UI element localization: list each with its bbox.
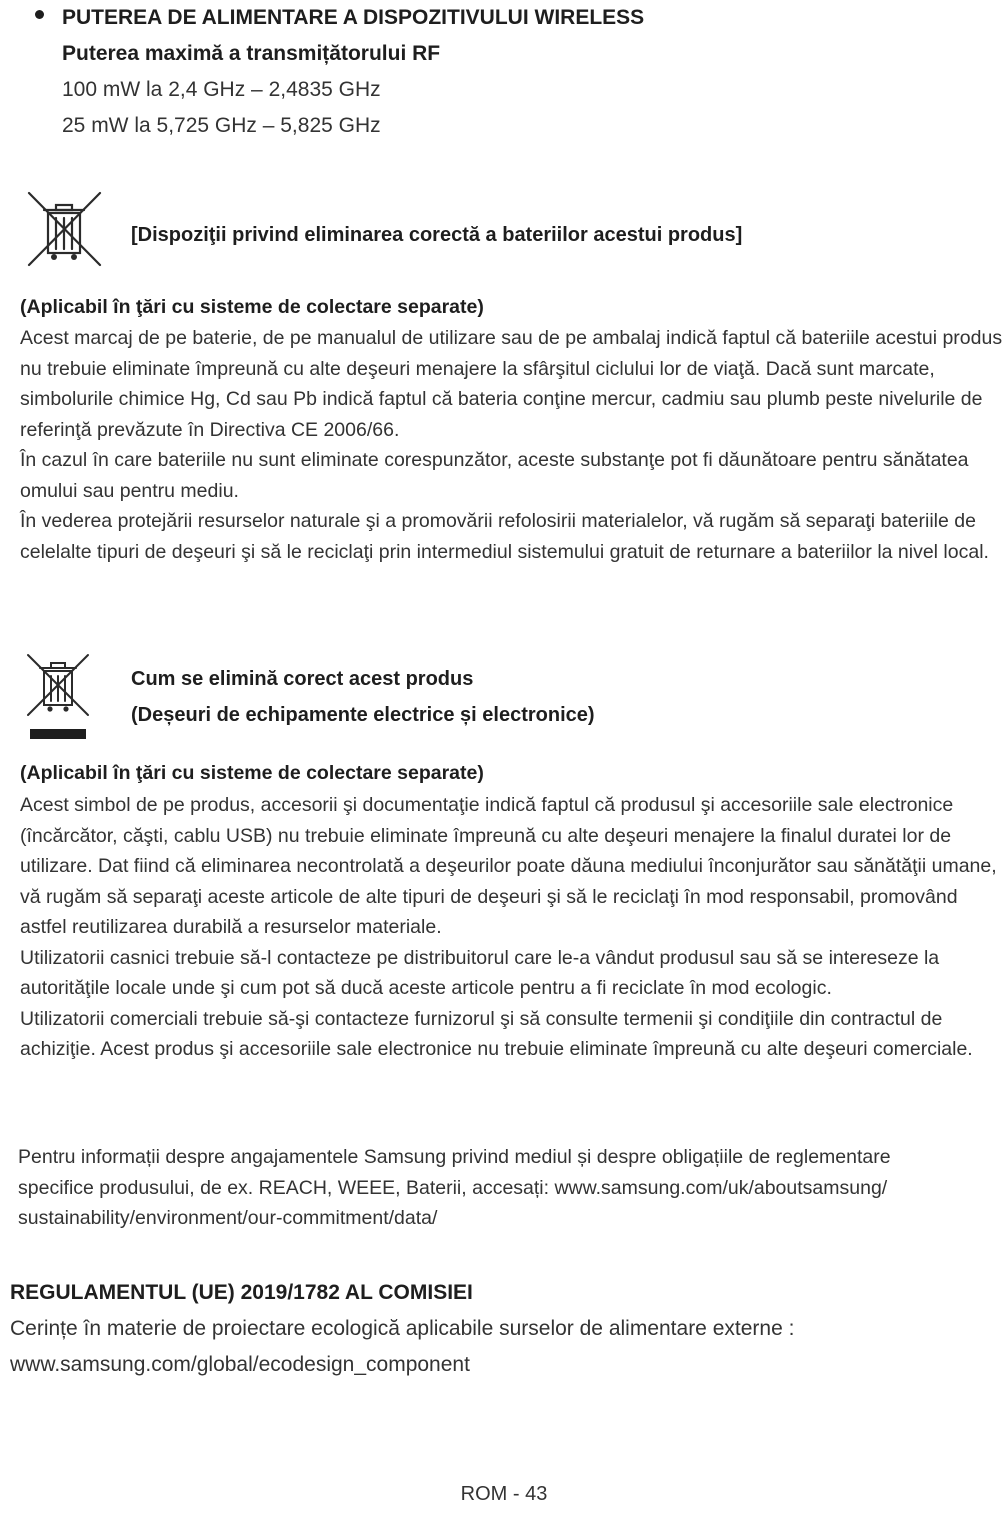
regulation-text: Cerințe în materie de proiectare ecologică aplicabile surselor de alimentare externe :: [10, 1317, 795, 1340]
bullet-icon: [35, 10, 44, 19]
crossed-bin-bar-icon: [26, 653, 92, 750]
weee-heading-1: Cum se elimină corect acest produs: [131, 668, 474, 690]
weee-subheading: (Aplicabil în ţări cu sisteme de colectare separate): [20, 762, 484, 784]
battery-paragraph: În vederea protejării resurselor naturale şi a promovării refolosirii materialelor, vă rugăm să separaţi bateriile de celelalte tipuri de deşeuri şi să le reciclaţi prin intermediul sistemului gratuit de returnare a bateriilor la nivel local.: [20, 510, 989, 563]
regulation-title: REGULAMENTUL (UE) 2019/1782 AL COMISIEI: [10, 1281, 473, 1304]
rf-subtitle: Puterea maximă a transmițătorului RF: [62, 42, 441, 65]
rf-line-2: 25 mW la 5,725 GHz – 5,825 GHz: [62, 114, 381, 137]
weee-paragraph: Acest simbol de pe produs, accesorii şi documentaţie indică faptul că produsul şi accesoriile sale electronice (încărcător, căşti, cablu USB) nu trebuie eliminate împreună cu alte deşeuri menajere la finalul duratei lor de utilizare. Dat fiind că eliminarea necontrolată a deşeurilor poate dăuna mediului înconjurător sau sănătăţii umane, vă rugăm să separaţi aceste articole de alte tipuri de deşeuri şi să le reciclaţi în mod responsabil, promovând astfel reutilizarea durabilă a resurselor materiale.: [20, 794, 997, 938]
weee-text: [20, 790, 1005, 1065]
weee-paragraph: Utilizatorii comerciali trebuie să-şi contacteze furnizorul şi să consulte termenii şi condiţiile din contractul de achiziţie. Acest produs şi accesoriile sale electronice nu trebuie eliminate împreună cu alte deşeuri comerciale.: [20, 1007, 973, 1060]
page-number: ROM - 43: [460, 1483, 548, 1505]
battery-subheading: (Aplicabil în ţări cu sisteme de colectare separate): [20, 296, 484, 318]
battery-paragraph: În cazul în care bateriile nu sunt eliminate corespunzător, aceste substanţe pot fi dăunătoare pentru sănătatea omului sau pentru mediu.: [20, 449, 969, 502]
info-line: specifice produsului, de ex. REACH, WEEE, Baterii, accesați: www.samsung.com/uk/aboutsamsung/: [18, 1176, 888, 1199]
ecodesign-link[interactable]: www.samsung.com/global/ecodesign_component: [10, 1353, 470, 1376]
samsung-info: [18, 1142, 1003, 1234]
crossed-bin-icon: [26, 191, 102, 272]
rf-line-1: 100 mW la 2,4 GHz – 2,4835 GHz: [62, 78, 381, 101]
battery-paragraph: Acest marcaj de pe baterie, de pe manualul de utilizare sau de pe ambalaj indică faptul că bateriile acestui produs nu trebuie eliminate împreună cu alte deşeuri menajere la sfârşitul ciclului lor de viaţă. Dacă sunt marcate, simbolurile chimice Hg, Cd sau Pb indică faptul că bateria conţine mercur, cadmiu sau plumb peste nivelurile de referinţă prevăzute în Directiva CE 2006/66.: [20, 327, 1003, 441]
battery-text: [20, 323, 1005, 567]
weee-paragraph: Utilizatorii casnici trebuie să-l contacteze pe distribuitorul care le-a vândut produsul sau să se intereseze la autorităţile locale unde şi cum pot să ducă aceste articole pentru a fi reciclate în mod ecologic.: [20, 946, 940, 999]
weee-heading-2: (Deșeuri de echipamente electrice și electronice): [131, 704, 595, 726]
wireless-title: PUTEREA DE ALIMENTARE A DISPOZITIVULUI WIRELESS: [62, 6, 645, 29]
battery-heading: [Dispoziţii privind eliminarea corectă a bateriilor acestui produs]: [131, 224, 743, 246]
info-line: Pentru informații despre angajamentele Samsung privind mediul și despre obligațiile de reglementare: [18, 1146, 891, 1168]
info-line: sustainability/environment/our-commitment/data/: [18, 1207, 438, 1229]
